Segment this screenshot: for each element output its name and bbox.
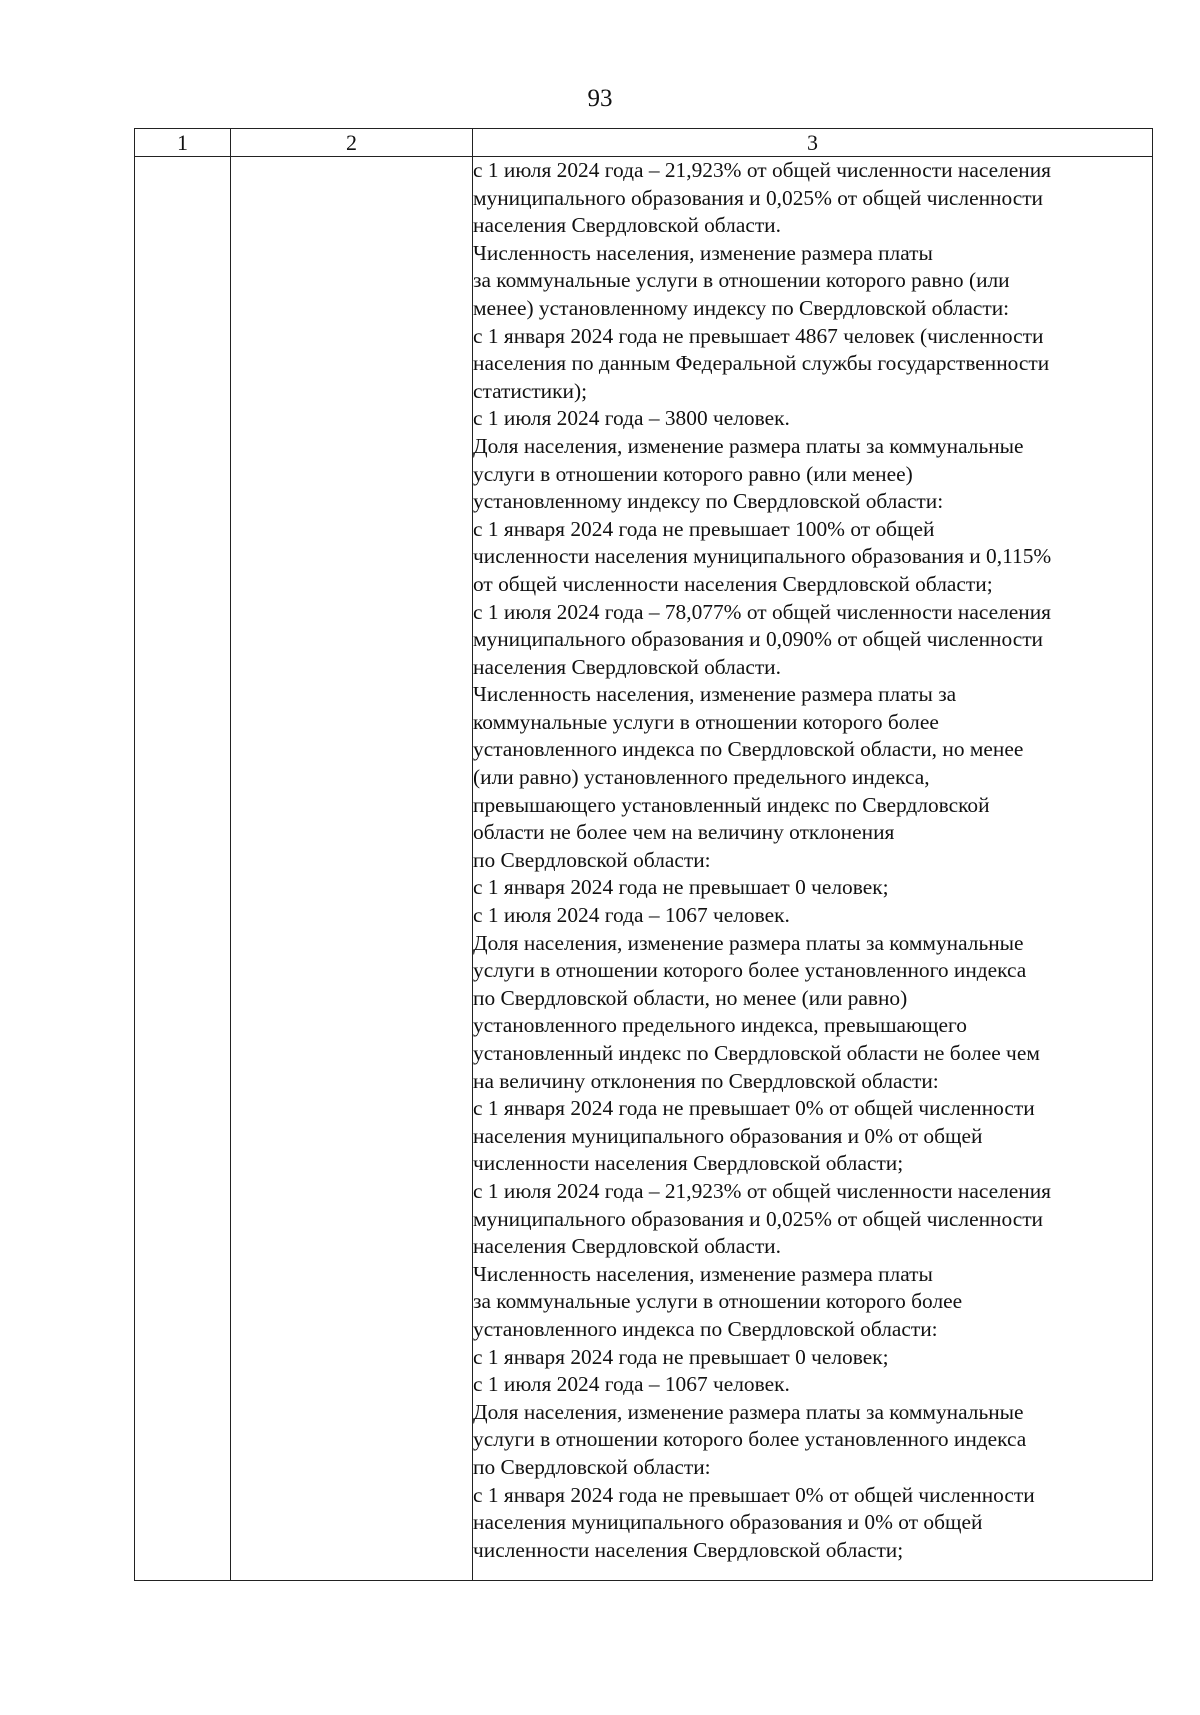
text-line: с 1 июля 2024 года – 1067 человек. (473, 903, 790, 928)
text-line: с 1 января 2024 года не превышает 4867 человек (численности (473, 323, 1044, 348)
text-line: услуги в отношении которого более установленного индекса (473, 958, 1027, 983)
text-line: Численность населения, изменение размера платы (473, 240, 933, 265)
text-line: с 1 января 2024 года не превышает 0% от общей численности (473, 1096, 1035, 1121)
text-line: установленному индексу по Свердловской области: (473, 489, 944, 514)
column-3-text-cell (473, 157, 1153, 1581)
text-line: превышающего установленный индекс по Свердловской (473, 792, 990, 817)
text-line: установленного индекса по Свердловской области, но менее (473, 737, 1024, 762)
text-line: на величину отклонения по Свердловской области: (473, 1068, 939, 1093)
text-line: по Свердловской области, но менее (или равно) (473, 985, 908, 1010)
text-line: установленного индекса по Свердловской области: (473, 1316, 938, 1341)
text-line: с 1 января 2024 года не превышает 100% от общей (473, 516, 935, 541)
text-line: с 1 июля 2024 года – 78,077% от общей численности населения (473, 599, 1052, 624)
text-line: услуги в отношении которого равно (или менее) (473, 461, 913, 486)
text-line: населения Свердловской области. (473, 654, 781, 679)
text-line: по Свердловской области: (473, 1454, 711, 1479)
text-line: с 1 января 2024 года не превышает 0 человек; (473, 875, 889, 900)
text-line: с 1 января 2024 года не превышает 0 человек; (473, 1344, 889, 1369)
text-line: коммунальные услуги в отношении которого более (473, 709, 939, 734)
text-line: Доля населения, изменение размера платы за коммунальные (473, 1399, 1024, 1424)
text-line: муниципального образования и 0,025% от общей численности (473, 1206, 1044, 1231)
text-line: муниципального образования и 0,025% от общей численности (473, 185, 1044, 210)
text-line: за коммунальные услуги в отношении которого равно (или (473, 268, 1010, 293)
text-line: установленный индекс по Свердловской области не более чем (473, 1041, 1040, 1065)
text-line: Доля населения, изменение размера платы за коммунальные (473, 930, 1024, 955)
text-line: населения Свердловской области. (473, 1234, 781, 1259)
document-table (134, 128, 1153, 1581)
text-line: Численность населения, изменение размера платы (473, 1261, 933, 1286)
text-line: по Свердловской области: (473, 847, 711, 872)
text-line: установленного предельного индекса, превышающего (473, 1013, 967, 1038)
text-line: услуги в отношении которого более установленного индекса (473, 1427, 1027, 1452)
text-line: с 1 июля 2024 года – 21,923% от общей численности населения (473, 158, 1052, 182)
column-header-1: 1 (135, 129, 231, 157)
text-line: численности населения Свердловской области; (473, 1537, 904, 1562)
text-line: от общей численности населения Свердловской области; (473, 571, 993, 596)
text-line: (или равно) установленного предельного индекса, (473, 765, 930, 790)
text-line: населения муниципального образования и 0% от общей (473, 1123, 983, 1148)
text-line: за коммунальные услуги в отношении которого более (473, 1289, 963, 1314)
text-line: численности населения Свердловской области; (473, 1151, 904, 1176)
table-row (135, 157, 1153, 1581)
text-line: с 1 июля 2024 года – 3800 человек. (473, 406, 790, 431)
column-header-2: 2 (231, 129, 473, 157)
column-1-cell (135, 157, 231, 1581)
text-line: Доля населения, изменение размера платы за коммунальные (473, 433, 1024, 458)
text-line: с 1 июля 2024 года – 21,923% от общей численности населения (473, 1178, 1052, 1203)
text-line: менее) установленному индексу по Свердловской области: (473, 295, 1010, 320)
text-line: населения Свердловской области. (473, 213, 781, 238)
table-header-row (135, 129, 1153, 157)
text-line: населения муниципального образования и 0% от общей (473, 1510, 983, 1535)
text-line: населения по данным Федеральной службы государственности (473, 351, 1050, 376)
text-line: с 1 января 2024 года не превышает 0% от общей численности (473, 1482, 1035, 1507)
text-line: численности населения муниципального образования и 0,115% (473, 544, 1052, 569)
text-line: Численность населения, изменение размера платы за (473, 682, 957, 707)
text-line: муниципального образования и 0,090% от общей численности (473, 627, 1044, 652)
column-2-cell (231, 157, 473, 1581)
text-line: с 1 июля 2024 года – 1067 человек. (473, 1372, 790, 1397)
column-header-3: 3 (473, 129, 1153, 157)
text-line: статистики); (473, 378, 588, 403)
page-number: 93 (587, 85, 613, 112)
text-line: области не более чем на величину отклонения (473, 820, 895, 845)
